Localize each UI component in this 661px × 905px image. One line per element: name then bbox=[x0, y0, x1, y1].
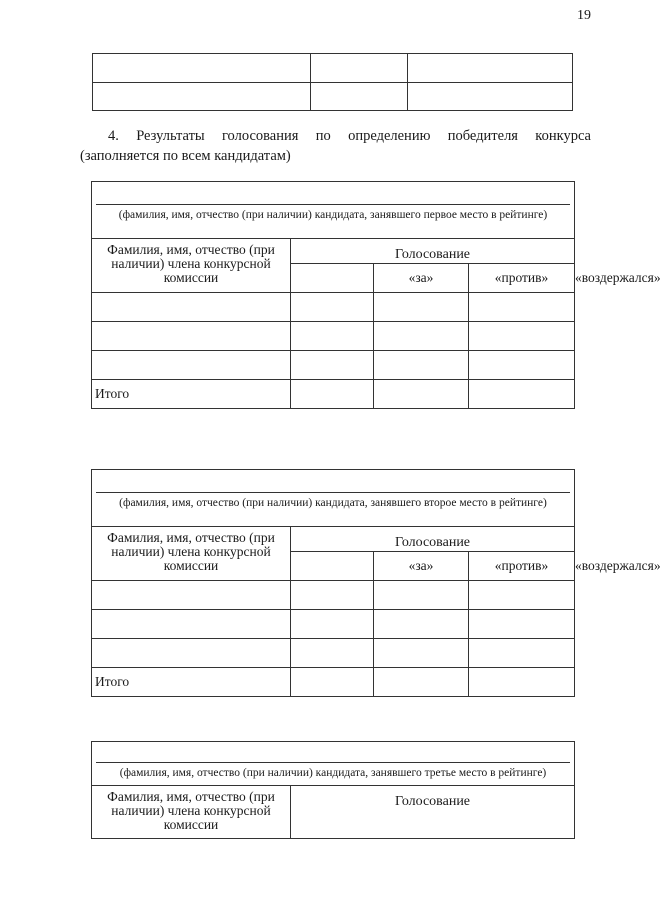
signature-line bbox=[96, 762, 570, 763]
voting-header: Голосование bbox=[291, 527, 575, 552]
table-cell[interactable] bbox=[291, 668, 374, 697]
vote-table-third-place bbox=[91, 741, 575, 839]
table-cell[interactable] bbox=[374, 380, 469, 409]
candidate-name-field[interactable] bbox=[92, 182, 575, 239]
table-cell[interactable] bbox=[469, 610, 575, 639]
table-cell[interactable] bbox=[92, 293, 291, 322]
table-cell[interactable] bbox=[469, 581, 575, 610]
candidate-caption: (фамилия, имя, отчество (при наличии) кандидата, занявшего третье место в рейтинге) bbox=[119, 767, 547, 779]
table-cell[interactable] bbox=[374, 322, 469, 351]
table-cell[interactable] bbox=[291, 380, 374, 409]
table-cell[interactable] bbox=[92, 322, 291, 351]
table-cell bbox=[310, 54, 408, 83]
table-cell[interactable] bbox=[92, 351, 291, 380]
table-cell[interactable] bbox=[291, 552, 374, 581]
table-cell[interactable] bbox=[374, 639, 469, 668]
table-cell[interactable] bbox=[92, 610, 291, 639]
table-cell[interactable] bbox=[291, 351, 374, 380]
table-cell[interactable] bbox=[291, 639, 374, 668]
signature-line bbox=[96, 492, 570, 493]
vote-table-second-place: (фамилия, имя, отчество (при наличии) кандидата, занявшего второе место в рейтинге) Фамилия, имя, отчество (при наличии) члена конкурсной комиссии Голосование «за» «против» «воздержался» Итого bbox=[91, 469, 575, 697]
table-cell[interactable] bbox=[469, 668, 575, 697]
candidate-caption: (фамилия, имя, отчество (при наличии) кандидата, занявшего второе место в рейтинге) bbox=[119, 497, 547, 509]
continued-table bbox=[92, 53, 573, 111]
table-cell bbox=[310, 82, 408, 111]
signature-line bbox=[96, 204, 570, 205]
table-cell bbox=[93, 54, 311, 83]
table-cell[interactable] bbox=[291, 610, 374, 639]
table-cell[interactable] bbox=[469, 293, 575, 322]
table-cell[interactable] bbox=[291, 293, 374, 322]
table-cell[interactable] bbox=[374, 293, 469, 322]
table-cell[interactable] bbox=[92, 639, 291, 668]
candidate-name-field[interactable] bbox=[92, 742, 575, 786]
candidate-caption: (фамилия, имя, отчество (при наличии) кандидата, занявшего первое место в рейтинге) bbox=[118, 209, 548, 221]
member-column-header: Фамилия, имя, отчество (при наличии) члена конкурсной комиссии bbox=[92, 239, 291, 293]
table-cell bbox=[408, 54, 573, 83]
table-cell[interactable] bbox=[469, 639, 575, 668]
member-column-header: Фамилия, имя, отчество (при наличии) члена конкурсной комиссии bbox=[92, 527, 291, 581]
table-cell[interactable] bbox=[291, 581, 374, 610]
table-cell[interactable] bbox=[374, 581, 469, 610]
option-for: «за» bbox=[374, 264, 469, 293]
option-against: «против» bbox=[469, 552, 575, 581]
option-for: «за» bbox=[374, 552, 469, 581]
section-heading: 4. Результаты голосования по определению победителя конкурса (заполняется по всем кандидатам) bbox=[80, 128, 591, 164]
total-label: Итого bbox=[92, 380, 291, 409]
total-label: Итого bbox=[92, 668, 291, 697]
table-cell bbox=[93, 82, 311, 111]
table-cell[interactable] bbox=[469, 380, 575, 409]
table-cell[interactable] bbox=[374, 351, 469, 380]
table-cell[interactable] bbox=[374, 610, 469, 639]
table-cell[interactable] bbox=[291, 322, 374, 351]
member-column-header: Фамилия, имя, отчество (при наличии) члена конкурсной комиссии bbox=[92, 786, 291, 839]
vote-table-first-place: (фамилия, имя, отчество (при наличии) кандидата, занявшего первое место в рейтинге) Фамилия, имя, отчество (при наличии) члена конкурсной комиссии Голосование «за» «против» «воздержался» Итого bbox=[91, 181, 575, 409]
voting-header: Голосование bbox=[291, 239, 575, 264]
table-cell bbox=[408, 82, 573, 111]
table-cell[interactable] bbox=[291, 264, 374, 293]
page-number: 19 bbox=[577, 8, 591, 23]
table-cell[interactable] bbox=[469, 322, 575, 351]
candidate-name-field[interactable] bbox=[92, 470, 575, 527]
option-against: «против» bbox=[469, 264, 575, 293]
table-cell[interactable] bbox=[374, 668, 469, 697]
table-cell[interactable] bbox=[92, 581, 291, 610]
table-cell[interactable] bbox=[469, 351, 575, 380]
voting-header: Голосование bbox=[291, 786, 575, 839]
